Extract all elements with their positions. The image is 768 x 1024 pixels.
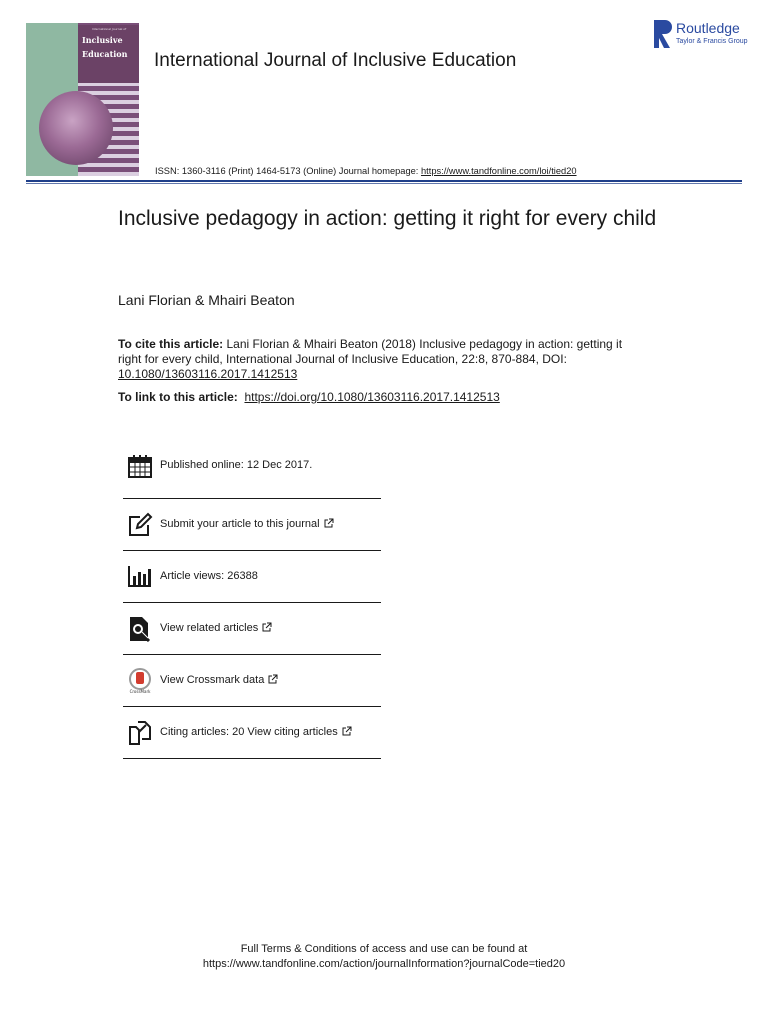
citing-articles-text: Citing articles: 20 View citing articles [160,726,338,738]
cite-text: Lani Florian & Mhairi Beaton (2018) Inclusive pedagogy in action: getting it right for every child, International Journal of Inclusive Education, 22:8, 870-884, DOI: [118,337,623,366]
article-link-block [118,390,500,404]
external-link-icon [268,674,278,684]
submit-article-text: Submit your article to this journal [160,518,320,530]
header-divider [26,180,742,182]
published-online-text: Published online: 12 Dec 2017. [160,459,313,471]
header-divider-thin [26,183,742,184]
terms-line1: Full Terms & Conditions of access and use can be found at [240,943,528,955]
routledge-r-icon [652,20,672,48]
link-label: To link to this article: [118,390,238,404]
issn-line [155,166,577,176]
related-articles-row[interactable] [123,603,381,655]
cite-doi-link[interactable]: 10.1080/13603116.2017.1412513 [118,367,298,381]
related-articles-link[interactable] [160,622,272,634]
article-authors: Lani Florian & Mhairi Beaton [118,292,295,308]
issn-text: ISSN: 1360-3116 (Print) 1464-5173 (Online) Journal homepage: [155,166,421,176]
citing-documents-icon [127,720,153,746]
citing-articles-row[interactable] [123,707,381,759]
crossmark-icon [127,668,153,694]
cover-face-illustration [39,91,113,165]
cover-small-title: International Journal of [91,27,127,31]
submit-article-row[interactable] [123,499,381,551]
svg-text:CrossMark: CrossMark [129,689,151,694]
cover-title-line1: Inclusive [82,35,123,45]
journal-title: International Journal of Inclusive Education [154,50,517,71]
published-online-row [123,440,381,499]
journal-cover-image [26,23,139,176]
article-views-row [123,551,381,603]
search-document-icon [127,616,153,642]
external-link-icon [262,622,272,632]
publisher-logo [652,20,752,50]
calendar-icon [127,453,153,479]
external-link-icon [324,518,334,528]
terms-link[interactable]: https://www.tandfonline.com/action/journalInformation?journalCode=tied20 [202,958,566,970]
related-articles-text: View related articles [160,622,259,634]
article-views-text: Article views: 26388 [160,570,258,582]
citing-articles-link[interactable] [160,726,352,738]
publisher-name: Routledge [676,20,740,36]
crossmark-text: View Crossmark data [160,674,265,686]
edit-icon [127,512,153,538]
crossmark-link[interactable] [160,674,278,686]
article-doi-link[interactable]: https://doi.org/10.1080/13603116.2017.1412513 [244,390,500,404]
cover-title-line2: Education [82,49,128,59]
article-info-list [123,440,381,759]
cite-label: To cite this article: [118,337,224,351]
article-title: Inclusive pedagogy in action: getting it right for every child [118,207,657,230]
citation-block [118,337,638,382]
bar-chart-icon [127,564,153,590]
submit-article-link[interactable] [160,518,334,530]
journal-homepage-link[interactable]: https://www.tandfonline.com/loi/tied20 [420,166,577,176]
crossmark-row[interactable] [123,655,381,707]
external-link-icon [342,726,352,736]
terms-footer [0,942,768,972]
publisher-subtitle: Taylor & Francis Group [676,38,748,45]
